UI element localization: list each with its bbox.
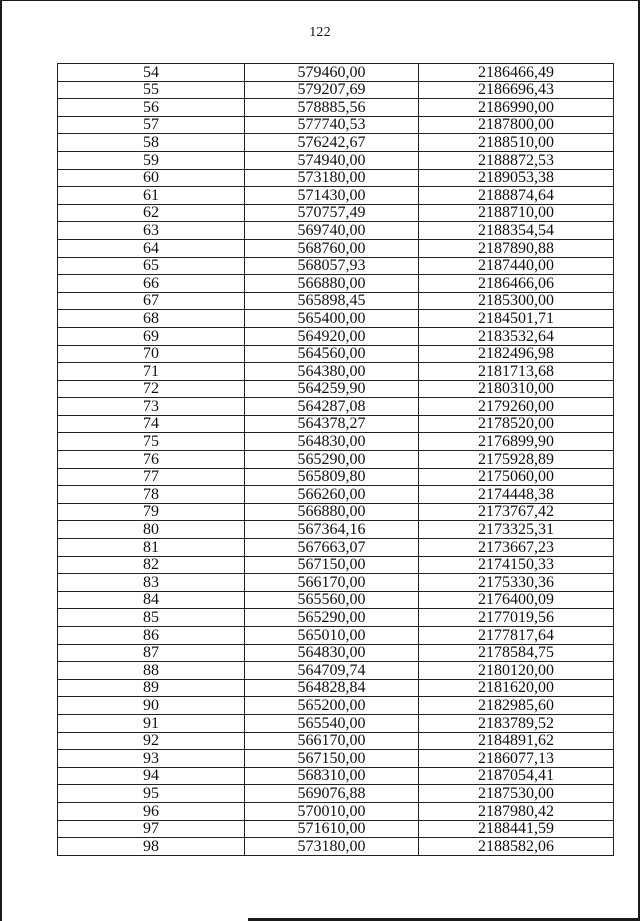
y-coordinate-cell: 2175330,36 <box>419 574 614 592</box>
x-coordinate-cell: 578885,56 <box>245 99 419 117</box>
y-coordinate-cell: 2173325,31 <box>419 521 614 539</box>
point-number-cell: 90 <box>58 697 245 715</box>
table-row <box>58 785 614 803</box>
x-coordinate-cell: 569740,00 <box>245 222 419 240</box>
x-coordinate-cell: 568310,00 <box>245 767 419 785</box>
x-coordinate-cell: 576242,67 <box>245 134 419 152</box>
table-row <box>58 732 614 750</box>
x-coordinate-cell: 565809,80 <box>245 468 419 486</box>
table-row <box>58 838 614 856</box>
point-number-cell: 85 <box>58 609 245 627</box>
y-coordinate-cell: 2188441,59 <box>419 820 614 838</box>
point-number-cell: 79 <box>58 503 245 521</box>
y-coordinate-cell: 2177019,56 <box>419 609 614 627</box>
table-row <box>58 468 614 486</box>
x-coordinate-cell: 565200,00 <box>245 697 419 715</box>
point-number-cell: 78 <box>58 486 245 504</box>
point-number-cell: 68 <box>58 310 245 328</box>
point-number-cell: 76 <box>58 451 245 469</box>
point-number-cell: 61 <box>58 187 245 205</box>
point-number-cell: 54 <box>58 64 245 82</box>
x-coordinate-cell: 570010,00 <box>245 802 419 820</box>
point-number-cell: 93 <box>58 750 245 768</box>
x-coordinate-cell: 565290,00 <box>245 451 419 469</box>
table-row <box>58 363 614 381</box>
x-coordinate-cell: 564380,00 <box>245 363 419 381</box>
y-coordinate-cell: 2184891,62 <box>419 732 614 750</box>
table-row <box>58 151 614 169</box>
x-coordinate-cell: 567364,16 <box>245 521 419 539</box>
y-coordinate-cell: 2179260,00 <box>419 398 614 416</box>
point-number-cell: 83 <box>58 574 245 592</box>
point-number-cell: 96 <box>58 802 245 820</box>
table-row <box>58 679 614 697</box>
x-coordinate-cell: 566260,00 <box>245 486 419 504</box>
point-number-cell: 60 <box>58 169 245 187</box>
y-coordinate-cell: 2176400,09 <box>419 591 614 609</box>
table-row <box>58 503 614 521</box>
table-row <box>58 81 614 99</box>
y-coordinate-cell: 2181713,68 <box>419 363 614 381</box>
y-coordinate-cell: 2188710,00 <box>419 204 614 222</box>
table-row <box>58 750 614 768</box>
table-row <box>58 380 614 398</box>
y-coordinate-cell: 2176899,90 <box>419 433 614 451</box>
x-coordinate-cell: 574940,00 <box>245 151 419 169</box>
x-coordinate-cell: 566170,00 <box>245 732 419 750</box>
x-coordinate-cell: 564378,27 <box>245 415 419 433</box>
table-row <box>58 415 614 433</box>
point-number-cell: 87 <box>58 644 245 662</box>
x-coordinate-cell: 567150,00 <box>245 750 419 768</box>
y-coordinate-cell: 2187054,41 <box>419 767 614 785</box>
point-number-cell: 89 <box>58 679 245 697</box>
table-row <box>58 556 614 574</box>
y-coordinate-cell: 2178584,75 <box>419 644 614 662</box>
point-number-cell: 77 <box>58 468 245 486</box>
y-coordinate-cell: 2188874,64 <box>419 187 614 205</box>
y-coordinate-cell: 2188872,53 <box>419 151 614 169</box>
point-number-cell: 62 <box>58 204 245 222</box>
x-coordinate-cell: 577740,53 <box>245 116 419 134</box>
page-number: 122 <box>309 25 331 40</box>
x-coordinate-cell: 564830,00 <box>245 644 419 662</box>
point-number-cell: 59 <box>58 151 245 169</box>
x-coordinate-cell: 570757,49 <box>245 204 419 222</box>
table-row <box>58 697 614 715</box>
table-row <box>58 398 614 416</box>
point-number-cell: 73 <box>58 398 245 416</box>
x-coordinate-cell: 571430,00 <box>245 187 419 205</box>
table-row <box>58 204 614 222</box>
x-coordinate-cell: 564830,00 <box>245 433 419 451</box>
y-coordinate-cell: 2187440,00 <box>419 257 614 275</box>
x-coordinate-cell: 567150,00 <box>245 556 419 574</box>
point-number-cell: 63 <box>58 222 245 240</box>
x-coordinate-cell: 566170,00 <box>245 574 419 592</box>
point-number-cell: 64 <box>58 239 245 257</box>
y-coordinate-cell: 2174448,38 <box>419 486 614 504</box>
table-row <box>58 451 614 469</box>
x-coordinate-cell: 565540,00 <box>245 714 419 732</box>
y-coordinate-cell: 2173667,23 <box>419 539 614 557</box>
x-coordinate-cell: 564259,90 <box>245 380 419 398</box>
y-coordinate-cell: 2186990,00 <box>419 99 614 117</box>
x-coordinate-cell: 568760,00 <box>245 239 419 257</box>
x-coordinate-cell: 566880,00 <box>245 503 419 521</box>
y-coordinate-cell: 2174150,33 <box>419 556 614 574</box>
scan-border-top <box>0 0 640 1</box>
x-coordinate-cell: 567663,07 <box>245 539 419 557</box>
table-row <box>58 714 614 732</box>
point-number-cell: 97 <box>58 820 245 838</box>
point-number-cell: 72 <box>58 380 245 398</box>
table-row <box>58 64 614 82</box>
y-coordinate-cell: 2184501,71 <box>419 310 614 328</box>
point-number-cell: 82 <box>58 556 245 574</box>
table-row <box>58 292 614 310</box>
x-coordinate-cell: 564709,74 <box>245 662 419 680</box>
point-number-cell: 67 <box>58 292 245 310</box>
point-number-cell: 92 <box>58 732 245 750</box>
x-coordinate-cell: 564920,00 <box>245 327 419 345</box>
y-coordinate-cell: 2178520,00 <box>419 415 614 433</box>
y-coordinate-cell: 2186466,49 <box>419 64 614 82</box>
table-row <box>58 222 614 240</box>
y-coordinate-cell: 2185300,00 <box>419 292 614 310</box>
point-number-cell: 95 <box>58 785 245 803</box>
table-row <box>58 275 614 293</box>
point-number-cell: 66 <box>58 275 245 293</box>
table-row <box>58 486 614 504</box>
point-number-cell: 94 <box>58 767 245 785</box>
y-coordinate-cell: 2183789,52 <box>419 714 614 732</box>
point-number-cell: 80 <box>58 521 245 539</box>
x-coordinate-cell: 566880,00 <box>245 275 419 293</box>
point-number-cell: 65 <box>58 257 245 275</box>
point-number-cell: 98 <box>58 838 245 856</box>
y-coordinate-cell: 2182496,98 <box>419 345 614 363</box>
y-coordinate-cell: 2188510,00 <box>419 134 614 152</box>
table-row <box>58 257 614 275</box>
coordinates-table-body <box>58 64 614 856</box>
y-coordinate-cell: 2181620,00 <box>419 679 614 697</box>
y-coordinate-cell: 2180120,00 <box>419 662 614 680</box>
point-number-cell: 84 <box>58 591 245 609</box>
y-coordinate-cell: 2177817,64 <box>419 627 614 645</box>
x-coordinate-cell: 565898,45 <box>245 292 419 310</box>
x-coordinate-cell: 579207,69 <box>245 81 419 99</box>
point-number-cell: 55 <box>58 81 245 99</box>
point-number-cell: 71 <box>58 363 245 381</box>
table-row <box>58 609 614 627</box>
point-number-cell: 69 <box>58 327 245 345</box>
y-coordinate-cell: 2186696,43 <box>419 81 614 99</box>
x-coordinate-cell: 579460,00 <box>245 64 419 82</box>
point-number-cell: 75 <box>58 433 245 451</box>
y-coordinate-cell: 2188354,54 <box>419 222 614 240</box>
y-coordinate-cell: 2187890,88 <box>419 239 614 257</box>
table-row <box>58 310 614 328</box>
table-row <box>58 134 614 152</box>
point-number-cell: 56 <box>58 99 245 117</box>
y-coordinate-cell: 2187800,00 <box>419 116 614 134</box>
point-number-cell: 57 <box>58 116 245 134</box>
point-number-cell: 88 <box>58 662 245 680</box>
point-number-cell: 70 <box>58 345 245 363</box>
coordinates-table <box>57 63 614 856</box>
y-coordinate-cell: 2188582,06 <box>419 838 614 856</box>
table-row <box>58 591 614 609</box>
x-coordinate-cell: 573180,00 <box>245 169 419 187</box>
point-number-cell: 91 <box>58 714 245 732</box>
x-coordinate-cell: 564828,84 <box>245 679 419 697</box>
y-coordinate-cell: 2182985,60 <box>419 697 614 715</box>
y-coordinate-cell: 2183532,64 <box>419 327 614 345</box>
x-coordinate-cell: 565400,00 <box>245 310 419 328</box>
table-row <box>58 521 614 539</box>
table-row <box>58 345 614 363</box>
table-row <box>58 802 614 820</box>
x-coordinate-cell: 565010,00 <box>245 627 419 645</box>
x-coordinate-cell: 569076,88 <box>245 785 419 803</box>
x-coordinate-cell: 564560,00 <box>245 345 419 363</box>
y-coordinate-cell: 2186466,06 <box>419 275 614 293</box>
point-number-cell: 86 <box>58 627 245 645</box>
point-number-cell: 74 <box>58 415 245 433</box>
table-row <box>58 644 614 662</box>
x-coordinate-cell: 565290,00 <box>245 609 419 627</box>
table-row <box>58 169 614 187</box>
table-row <box>58 820 614 838</box>
x-coordinate-cell: 573180,00 <box>245 838 419 856</box>
table-row <box>58 187 614 205</box>
table-row <box>58 327 614 345</box>
table-row <box>58 627 614 645</box>
table-row <box>58 574 614 592</box>
table-row <box>58 767 614 785</box>
y-coordinate-cell: 2186077,13 <box>419 750 614 768</box>
y-coordinate-cell: 2187530,00 <box>419 785 614 803</box>
table-row <box>58 539 614 557</box>
table-row <box>58 239 614 257</box>
y-coordinate-cell: 2173767,42 <box>419 503 614 521</box>
point-number-cell: 58 <box>58 134 245 152</box>
table-row <box>58 662 614 680</box>
x-coordinate-cell: 571610,00 <box>245 820 419 838</box>
y-coordinate-cell: 2187980,42 <box>419 802 614 820</box>
y-coordinate-cell: 2189053,38 <box>419 169 614 187</box>
scan-border-left <box>0 0 2 921</box>
table-row <box>58 116 614 134</box>
x-coordinate-cell: 568057,93 <box>245 257 419 275</box>
point-number-cell: 81 <box>58 539 245 557</box>
table-row <box>58 433 614 451</box>
y-coordinate-cell: 2180310,00 <box>419 380 614 398</box>
y-coordinate-cell: 2175928,89 <box>419 451 614 469</box>
x-coordinate-cell: 565560,00 <box>245 591 419 609</box>
table-row <box>58 99 614 117</box>
y-coordinate-cell: 2175060,00 <box>419 468 614 486</box>
x-coordinate-cell: 564287,08 <box>245 398 419 416</box>
